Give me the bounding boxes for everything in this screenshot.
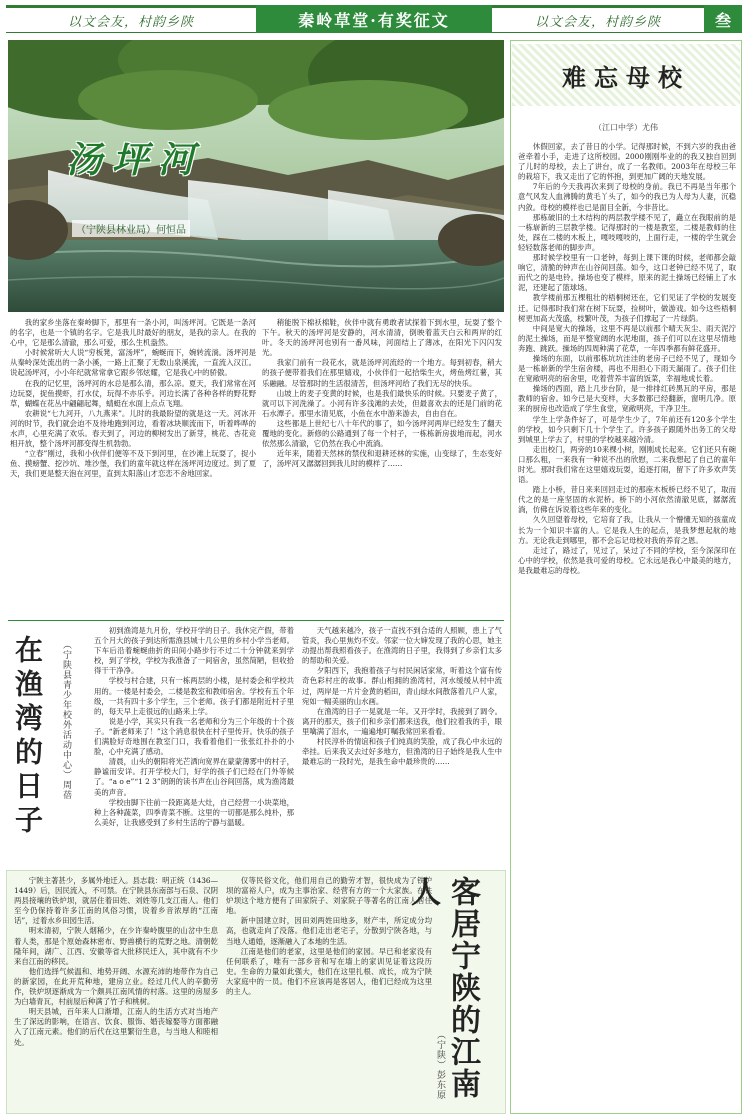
article3-column-1: [14, 876, 218, 1110]
divider-line: [8, 620, 504, 621]
paragraph: 踏上小桥，昔日来来回回走过的那座木板桥已经不见了，取而代之的是一座坚固的水泥桥。桥下的小河依然清澈见底，潺潺流淌，仿佛在诉说着这些年来的变化。: [518, 485, 736, 515]
paragraph: 休假回家，去了昔日的小学。记得那时候，不到六岁的我由爸爸牵着小手，走进了这所校园。2000刚刚毕业的的我又独自回到了儿时的母校，去上了讲台，成了一名教师。2003年在母校三年的栽培下，我又走出了它的怀抱，到更加广阔的天地发展。: [518, 142, 736, 182]
waterfall-photo: [8, 40, 504, 312]
article1-byline: （宁陕县林业局）何恒品: [72, 220, 190, 237]
paragraph: 操场的西面，踏上几步台阶，是一排排红砖黑瓦的平房，那是教师的宿舍。如今已是大变样，大多数都已经翻新，窗明几净。原来的厨房也改造成了学生食堂，宽敞明亮，干净卫生。: [518, 384, 736, 414]
paragraph: 山坡上的麦子变黄的时候，也是我们最快乐的时候。只要麦子黄了，就可以下河洗澡了。小河有许多浅滩的去处，但最喜欢去的还是门前的花石水潭子。那里水清见底，小鱼在水中游来游去，自由自在。: [262, 388, 502, 418]
paragraph: 我的家乡坐落在秦岭脚下，那里有一条小河，叫汤坪河。它既是一条河的名字，也是一个镇的名字。它是我儿时最好的朋友，是我的亲人。在我的心中，它是那么清澈，那么可爱，那么生机盎然。: [10, 318, 256, 348]
paragraph: 明天县城，百年来人口渐增，江南人的生活方式对当地产生了深远的影响，在语言、饮食、服饰、婚丧嫁娶等方面都融入了江南元素。他们的后代在这里繁衍生息，与当地人和睦相处。: [14, 1007, 218, 1047]
article3-byline: （宁陕）彭东原: [435, 1030, 445, 1100]
paragraph: 在我的记忆里，汤坪河的水总是那么清，那么凉。夏天，我们常常在河边玩耍，捉鱼摸虾，打水仗，玩得不亦乐乎。河边长满了各种各样的野花野草，蝴蝶在花丛中翩翩起舞，蜻蜓在水面上点点飞翔。: [10, 378, 256, 408]
paragraph: 走出校门，两旁的10来棵小树，刚刚成长起来。它们还只有碗口那么粗，一来我有一种说不出的欣慰，二来我想起了自己的童年时光。那时我们常在这里嬉戏玩耍，追逐打闹，留下了许多欢声笑语。: [518, 444, 736, 485]
paragraph: 农耕说“七九河开，八九燕来”。儿时的我最盼望的就是这一天。河冰开河的时节，我们就会迫不及待地跑到河边，看着冰块顺流而下，听着哗哗的水声，心里充满了欢乐。春天到了，河边的柳树发出了新芽，桃花、杏花竞相开放，整个汤坪河都变得生机勃勃。: [10, 408, 256, 449]
paragraph: 中间是宽大的操场，这里不再是以前那个晴天灰尘、雨天泥泞的泥土操场，而是平整宽阔的水泥地面，孩子们可以在这里尽情地奔跑、跳跃。操场的四周种满了花草，一年四季都有鲜花盛开。: [518, 323, 736, 353]
paragraph: 这些都是上世纪七八十年代的事了，如今汤坪河两岸已经发生了翻天覆地的变化。新修的公路通到了每一个村子，一栋栋新房拔地而起，河水依然那么清澈，它仍然在我心中流淌。: [262, 418, 502, 449]
section-title: 秦岭草堂·有奖征文: [256, 5, 492, 33]
paragraph: 宁陕主著甚少，多属外地迁入。县志载：明正统（1436—1449）后，因民流入，不可禁。在宁陕县东南部与石泉、汉阴两县接壤的铁炉坝，就居住着田姓、刘姓等几支江南人。他们至今仍保持着许多江南的风俗习惯，说着乡音浓厚的“江南话”，过着水乡田园生活。: [14, 876, 218, 926]
paragraph: 明末清初，宁陕人烟稀少，在少许秦岭腹里的山岔中生息着人类，那是个原始森林密布、野兽横行的荒野之地。清朝乾隆年间，湖广、江西、安徽等省大批移民迁入，其中就有不少来自江南的移民。: [14, 926, 218, 966]
article2-column-2: [302, 626, 502, 864]
paragraph: 小时候常听大人说“穷板凳，富汤坪”，蜿蜒而下，婉转流淌。汤坪河是从秦岭深处流出的一条小溪，一路上汇聚了无数山泉溪流，一直流入汉江。说起汤坪河，小小年纪就常常拿它跟乡邻炫耀，它是我心中的骄傲。: [10, 348, 256, 378]
paragraph: 天气越来越冷，孩子一直找不到合适的人照顾，患上了气管炎，我心里焦灼不安。邻家一位大婶发现了我的心思，她主动提出帮我照看孩子。在渔湾的日子里，我得到了乡亲们太多的帮助和关爱。: [302, 626, 502, 666]
paragraph: 那时候学校里有一口老钟，每到上课下课的时候，老师都会敲响它，清脆的钟声在山谷间回荡。如今，这口老钟已经不见了，取而代之的是电铃。操场也变了模样，原来的泥土操场已经铺上了水泥，还建起了篮球场。: [518, 253, 736, 293]
paragraph: 那栋破旧的土木结构的两层教学楼不见了，矗立在我眼前的是一栋崭新的三层教学楼。记得那时的一楼是教室，二楼是教师的住处，踩在二楼的木板上，嘎吱嘎吱的，上面行走，一楼的学生就会轻轻数落老师的脚步声。: [518, 212, 736, 252]
article3-title: 客居宁陕的江南人: [405, 876, 480, 1100]
article2-column-1: [94, 626, 294, 864]
header-slogan-left: 以文会友，村韵乡陕: [6, 5, 256, 33]
paragraph: 操场的东面，以前那栋坑坑洼洼的老房子已经不见了，现如今是一栋崭新的学生宿舍楼，再也不用担心下雨天漏雨了。孩子们住在宽敞明亮的宿舍里，吃着营养丰富的饭菜，幸福地成长着。: [518, 353, 736, 384]
header-slogan-right: 以文会友，村韵乡陕: [492, 5, 704, 33]
article3-column-2: [226, 876, 432, 1110]
article1-title: 汤坪河: [66, 139, 205, 181]
article2-byline: （宁陕县青少年校外活动中心）周蓓: [61, 640, 71, 800]
paragraph: 初到渔湾是九月份，学校开学的日子。我休完产假，带着五个月大的孩子到达所需渔县城十几公里的乡村小学当老师。下车后沿着蜿蜒曲折的田间小路步行不过二十分钟就来到学校，到了学校，学校为我准备了一间宿舍，虽然简陋，但收拾得干干净净。: [94, 626, 294, 676]
paragraph: 学生上学条件好了，可是学生少了，7年前还有120多个学生的学校，如今只剩下几十个学生了。许多孩子跟随外出务工的父母到城里上学去了，村里的学校越来越冷清。: [518, 414, 736, 444]
article4-title: 难忘母校: [562, 62, 690, 92]
article1-column-2: [262, 318, 502, 618]
paragraph: 久久回望着母校，它培育了我，让我从一个懵懂无知的孩童成长为一个知识丰富的人。它是我人生的起点，是我梦想起航的地方。无论我走到哪里，都不会忘记母校对我的养育之恩。: [518, 515, 736, 545]
paragraph: 说是小学，其实只有我一名老师和分为三个年级的十个孩子。“新老师来了！”这个消息很快在村子里传开。快乐的孩子们满脸好奇地围在教室门口，我看着他们一张张红扑扑的小脸，心中充满了感动。: [94, 716, 294, 757]
paragraph: 仅等民俗文化，他们用自己的勤劳才智，很快成为了铁炉坝的富裕人户，成为主事治家、经营有方的一个大家族。在铁炉坝这个地方便有了田家院子、刘家院子等著名的江南人居住地。: [226, 876, 432, 916]
article4-byline: （江口中学）尤伟: [594, 123, 658, 132]
paragraph: 江南是他们的老家，这里是他们的家园。早已和老家没有任何联系了，唯有一部乡音和写在墙上的家训见证着这段历史。生命的力量如此强大，他们在这里扎根、成长，成为宁陕大家庭中的一员。他们不应该再是客居人，他们已经成为这里的主人。: [226, 946, 432, 997]
paragraph: 我家门前有一段花水，就是汤坪河流经的一个地方。每到初春，稍大的孩子便带着我们在那里嬉戏，小伙伴们一起拾柴生火，烤鱼烤红薯，其乐融融。尽管那时的生活很清苦，但汤坪河给了我们无尽的快乐。: [262, 358, 502, 388]
article1-column-1: [10, 318, 256, 618]
article2-title: 在渔湾的日子: [11, 635, 44, 839]
paragraph: 教学楼前那五棵粗壮的梧桐树还在，它们见证了学校的发展变迁。记得那时我们常在树下玩耍，捡树叶，做游戏。如今这些梧桐树更加高大茂盛，枝繁叶茂，为孩子们撑起了一片绿荫。: [518, 293, 736, 323]
paragraph: 走过了，路过了，见过了，呆过了不同的学校，至今深深印在心中的学校，依然是我可爱的母校。它永远是我心中最美的地方，是我最难忘的母校。: [518, 545, 736, 575]
paragraph: 夕阳西下，我抱着孩子与村民闲话家常，听着这个富有传奇色彩村庄的故事。群山相拥的渔湾村，河水缓缓从村中流过，两岸是一片片金黄的稻田，青山绿水间散落着几户人家，宛如一幅美丽的山水画。: [302, 666, 502, 706]
paragraph: 近年来，随着天然林的禁伐和退耕还林的实施，山变绿了，生态变好了，汤坪河又潺潺回到我儿时的模样了……: [262, 449, 502, 469]
paragraph: 他们选择气候温和、地势开阔、水源充沛的地带作为自己的新家园，在此开荒种地，建房立业。经过几代人的辛勤劳作，铁炉坝逐渐成为一个颇具江南风情的村落。这里的房屋多为白墙青瓦，村前屋后种满了竹子和桃树。: [14, 966, 218, 1007]
article4-title-bar: [512, 44, 740, 106]
article4-column: [518, 142, 736, 1108]
paragraph: “立春”刚过，我和小伙伴们便等不及下到河里，在沙滩上玩耍了，捉小鱼、摸螃蟹、挖沙坑、堆沙堡，我们的童年就这样在汤坪河边度过。到了夏天，我们更是整天泡在河里，直到太阳落山才恋恋不舍地回家。: [10, 449, 256, 479]
page-number: 叁: [704, 5, 742, 33]
paragraph: 清晨，山头的朝阳将光芒洒向宽界在蒙蒙薄雾中的村子，静谧而安详。打开学校大门，好学的孩子们已经在门外等候了。“a o e”“1 2 3”朗朗的读书声在山谷间回荡，成为渔湾最美的声音。: [94, 757, 294, 797]
paragraph: 新中国建立时，因田刘两姓田地多，财产丰，所定成分均高，也就走向了没落。他们走出老宅子，分散到宁陕各地，与当地人通婚，逐渐融入了本地的生活。: [226, 916, 432, 946]
paragraph: 在渔湾的日子一晃就是一年。又开学时，我接到了调令。离开的那天，孩子们和乡亲们都来送我，他们拉着我的手，眼里噙满了泪水，一遍遍地叮嘱我常回来看看。: [302, 706, 502, 736]
paragraph: 村民淳朴的情谊和孩子们纯真的笑脸，成了我心中永远的牵挂。后来我又去过好多地方，但渔湾的日子始终是我人生中最难忘的一段时光，是我生命中最珍贵的……: [302, 737, 502, 767]
paragraph: 学校与村合建，只有一栋两层的小楼，是村委会和学校共用的。一楼是村委会，二楼是教室和教师宿舍。学校有五个年级，一共有四十多个学生，三个老师。孩子们都是附近村子里的，每天早上走很远的山路来上学。: [94, 676, 294, 716]
page-header: [6, 5, 742, 33]
paragraph: 学校由脚下往前一段距离是大灶，自己经营一小块菜地，种上各种蔬菜，四季青菜不断。这里的一切都是那么纯朴，那么美好，让我感受到了乡村生活的宁静与温暖。: [94, 797, 294, 827]
paragraph: 稍能脱下棉袄棉鞋，伙伴中就有勇敢者试探着下到水里，玩耍了整个下午。秋天的汤坪河是安静的，河水清清，倒映着蓝天白云和两岸的红叶。冬天的汤坪河也别有一番风味，河面结上了薄冰，在阳光下闪闪发光。: [262, 318, 502, 358]
paragraph: 7年后的今天我再次来到了母校的身前。我已不再是当年那个意气风发人血沸腾的黄毛丫头了，如今的我已为人母为人妻，沉稳内敛。母校的模样也已是面目全新，今非昔比。: [518, 182, 736, 212]
